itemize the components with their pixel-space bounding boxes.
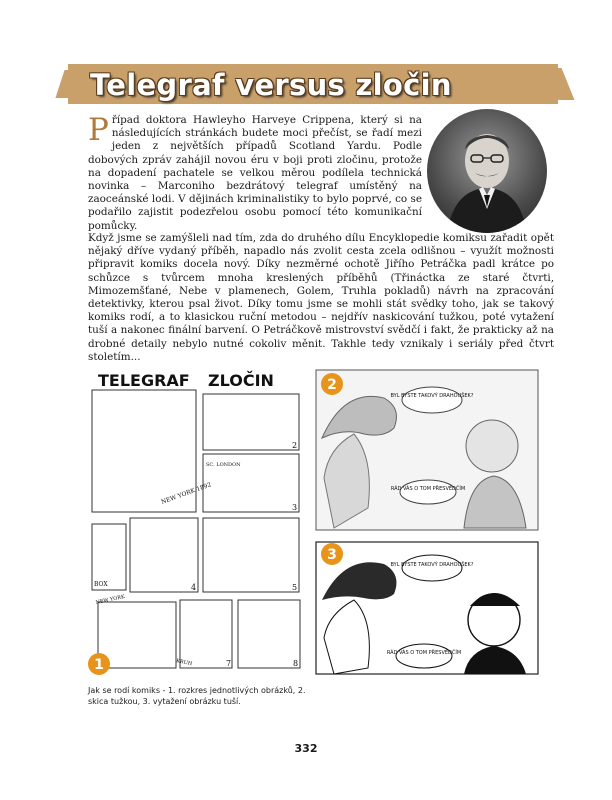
drop-cap: P bbox=[88, 112, 109, 148]
paragraph-1-text: řípad doktora Hawleyho Harveye Crippena, který si na následujících stránkách budete moci přečíst, se řadí mezi jeden z největších případů Scotland Yardu. Podle dobových zpráv zahájil novou éru v boji proti zločinu, protože na dopadení pachatele se velkou měrou podílela technická novinka – Marconiho bezdrátový telegraf umístěný na zaoceánské lodi. V dějinách kriminalistiky to bylo poprvé, co se podařilo zajistit podezřelou osobu pomocí této komunikační pomůcky. bbox=[88, 114, 422, 232]
step-badge-label: 2 bbox=[327, 377, 337, 393]
speech-bubble bbox=[402, 387, 462, 413]
figure-caption: Jak se rodí komiks - 1. rozkres jednotlivých obrázků, 2. skica tužkou, 3. vytažení obrázku tuší. bbox=[88, 686, 306, 706]
portrait-photo bbox=[427, 109, 547, 233]
layout-sketch-drawing bbox=[88, 368, 306, 676]
sketch-note: BOX bbox=[94, 581, 108, 588]
article-title: Telegraf versus zločin bbox=[90, 68, 452, 102]
speech-bubble bbox=[400, 480, 456, 504]
speech-bubble bbox=[402, 555, 462, 581]
sketch-note: NEW YORK 1892 bbox=[160, 481, 213, 506]
sketch-heading: TELEGRAF bbox=[98, 371, 190, 390]
speech-bubble-text: RÁD VÁS O TOM PŘESVĚDČÍM bbox=[386, 650, 462, 656]
article-paragraph-2 bbox=[88, 232, 554, 364]
panel-number: 2 bbox=[292, 441, 298, 450]
speech-bubble-text: RÁD VÁS O TOM PŘESVĚDČÍM bbox=[390, 486, 466, 492]
paragraph-2-text-a: Když jsme se zamýšleli nad tím, zda do druhého dílu Encyklopedie komiksu zařadit opět nějaký dříve vydaný příběh, napadlo nás zvolit cesta zcela odlišnou – využít možnosti připravit komiks docela nový. bbox=[88, 232, 554, 271]
panel-number: 8 bbox=[293, 659, 299, 668]
sketch-heading-2: ZLOČIN bbox=[208, 371, 274, 390]
sketch-note: KRUH bbox=[175, 658, 193, 668]
paragraph-2-text-b: Díky nezměrné ochotě Jiřího Petráčka padl krátce po schůzce s tvůrcem mnoha kreslených příběhů (Třináctka ze staré čtvrti, Mimozemšťané, Nebe v plamenech, Golem, Truhla pokladů) návrh na zpracování detektivky, kterou psal život. Díky tomu jsme se mohli stát svědky toho, jak se takový komiks rodí, a to klasickou ruční metodou – nejdřív naskicování tužkou, poté vytažení tuší a nakonec finální barvení. O Petráčkově mistrovství svědčí i fakt, že prakticky až na drobné detaily nebylo nutné cokoliv měnit. Takhle tedy vznikaly i seriály před čtvrt stoletím... bbox=[88, 258, 554, 363]
comic-pages bbox=[314, 368, 540, 676]
step-badge-label: 1 bbox=[94, 657, 104, 673]
sketch-note: SC. LONDON bbox=[206, 462, 241, 468]
speech-bubble-text: BYL BYSTE TAKOVÝ DRAHOUŠEK? bbox=[390, 393, 474, 399]
portrait-figure bbox=[427, 109, 547, 233]
panel-number: 5 bbox=[292, 583, 298, 592]
sketch-note: NEW YORK bbox=[95, 593, 126, 606]
step-badge-label: 3 bbox=[327, 547, 337, 563]
panel-number: 4 bbox=[191, 583, 197, 592]
speech-bubble bbox=[396, 644, 452, 668]
panel-number: 7 bbox=[226, 659, 232, 668]
article-paragraph-1 bbox=[88, 114, 422, 233]
page-number: 332 bbox=[294, 742, 318, 755]
speech-bubble-text: BYL BYSTE TAKOVÝ DRAHOUŠEK? bbox=[390, 562, 474, 568]
comic-layout-sketch bbox=[88, 368, 306, 676]
comic-pages-drawing bbox=[314, 368, 540, 676]
panel-number: 3 bbox=[292, 503, 298, 512]
